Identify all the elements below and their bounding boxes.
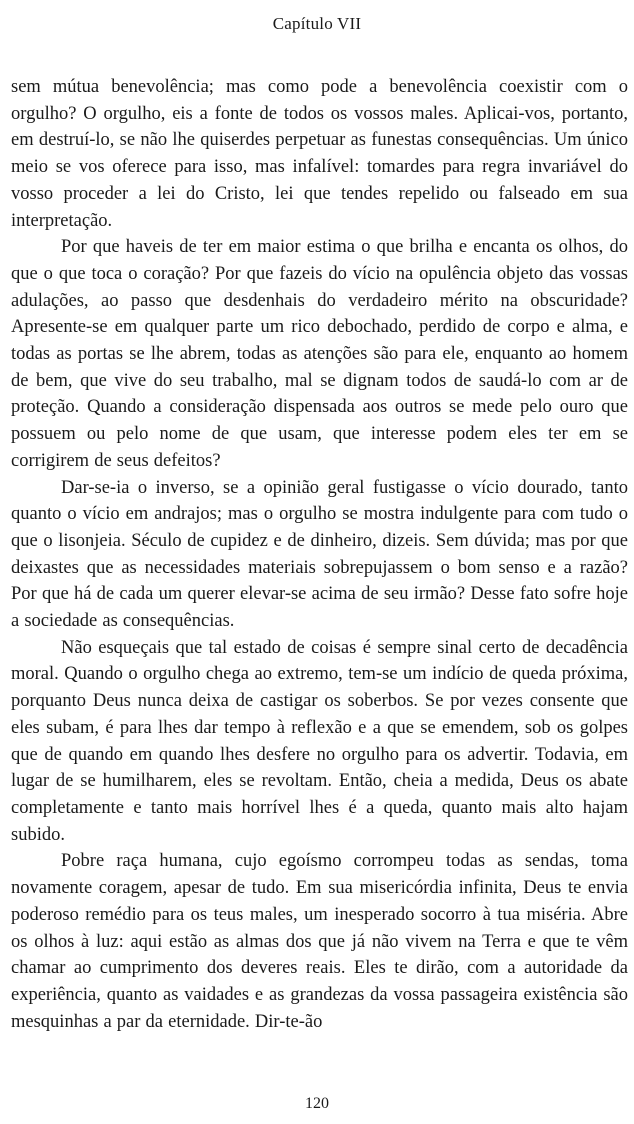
paragraph: Não esqueçais que tal estado de coisas é sempre sinal certo de decadência moral. Quando o orgulho chega ao extremo, tem-se um indício de queda próxima, porquanto Deus nunca deixa de castigar os soberbos. Se por vezes consente que eles subam, é para lhes dar tempo à reflexão e a que se emendem, sob os golpes que de quando em quando lhes desfere no orgulho para os advertir. Todavia, em lugar de se humilharem, eles se revoltam. Então, cheia a medida, Deus os abate completamente e tanto mais horrível lhes é a queda, quanto mais alto hajam subido. bbox=[11, 637, 628, 845]
paragraph: Dar-se-ia o inverso, se a opinião geral fustigasse o vício dourado, tanto quanto o vício em andrajos; mas o orgulho se mostra indulgente para com tudo o que o lisonjeia. Século de cupidez e de dinheiro, dizeis. Sem dúvida; mas por que deixastes que as necessidades materiais sobrepujassem o bom senso e a razão? Por que há de cada um querer elevar-se acima de seu irmão? Desse fato sofre hoje a sociedade as consequências. bbox=[11, 477, 628, 632]
paragraph-continued: sem mútua benevolência; mas como pode a benevolência coexistir com o orgulho? O orgulho, eis a fonte de todos os vossos males. Aplicai-vos, portanto, em destruí-lo, se não lhe quiserdes perpetuar as funestas consequências. Um único meio se vos oferece para isso, mas infalível: tomardes para regra invariável do vosso proceder a lei do Cristo, lei que tendes repelido ou falseado em sua interpretação. bbox=[11, 77, 628, 231]
paragraph: Por que haveis de ter em maior estima o que brilha e encanta os olhos, do que o que toca o coração? Por que fazeis do vício na opulência objeto das vossas adulações, ao passo que desdenhais do verdadeiro mérito na obscuridade? Apresente-se em qualquer parte um rico debochado, perdido de corpo e alma, e todas as portas se lhe abrem, todas as atenções são para ele, enquanto ao homem de bem, que vive do seu trabalho, mal se dignam todos de saudá-lo com ar de proteção. Quando a consideração dispensada aos outros se mede pelo ouro que possuem ou pelo nome de que usam, que interesse podem eles ter em se corrigirem de seus defeitos? bbox=[11, 237, 628, 471]
body-text bbox=[11, 74, 628, 1035]
page-number: 120 bbox=[305, 1095, 329, 1112]
paragraph: Pobre raça humana, cujo egoísmo corrompeu todas as sendas, toma novamente coragem, apesar de tudo. Em sua misericórdia infinita, Deus te envia poderoso remédio para os teus males, um inesperado socorro à tua miséria. Abre os olhos à luz: aqui estão as almas dos que já não vivem na Terra e que te vêm chamar ao cumprimento dos deveres reais. Eles te dirão, com a autoridade da experiência, quanto as vaidades e as grandezas da vossa passageira existência são mesquinhas a par da eternidade. Dir-te-ão bbox=[11, 851, 628, 1032]
running-head-chapter: Capítulo VII bbox=[272, 14, 362, 33]
